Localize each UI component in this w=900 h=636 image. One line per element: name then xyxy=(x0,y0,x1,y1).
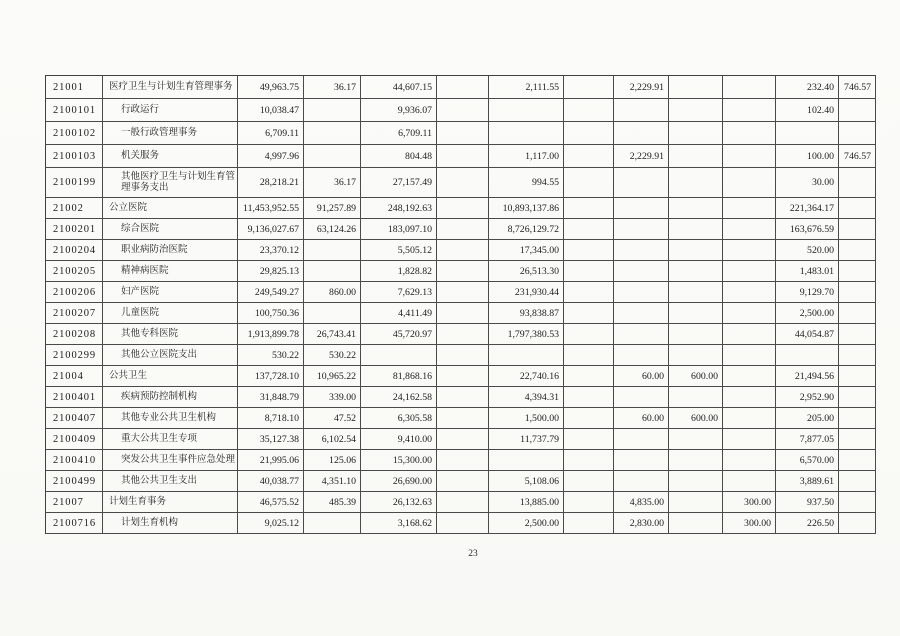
value-cell xyxy=(723,282,776,303)
value-cell xyxy=(614,219,669,240)
code-cell: 2100208 xyxy=(46,324,103,345)
value-cell xyxy=(839,492,876,513)
value-cell: 7,629.13 xyxy=(361,282,437,303)
value-cell: 3,168.62 xyxy=(361,513,437,534)
value-cell xyxy=(839,303,876,324)
value-cell xyxy=(437,366,489,387)
value-cell: 15,300.00 xyxy=(361,450,437,471)
value-cell: 994.55 xyxy=(489,168,564,198)
value-cell xyxy=(614,282,669,303)
value-cell xyxy=(614,261,669,282)
value-cell xyxy=(839,198,876,219)
name-cell: 疾病预防控制机构 xyxy=(103,387,238,408)
value-cell: 44,054.87 xyxy=(776,324,839,345)
value-cell: 860.00 xyxy=(304,282,361,303)
value-cell: 804.48 xyxy=(361,145,437,168)
code-cell: 2100201 xyxy=(46,219,103,240)
value-cell xyxy=(564,450,614,471)
value-cell xyxy=(669,261,723,282)
value-cell xyxy=(669,471,723,492)
value-cell xyxy=(437,219,489,240)
value-cell: 100,750.36 xyxy=(238,303,304,324)
value-cell xyxy=(723,429,776,450)
table-row xyxy=(46,345,876,366)
code-cell: 2100101 xyxy=(46,99,103,122)
value-cell: 300.00 xyxy=(723,492,776,513)
value-cell: 221,364.17 xyxy=(776,198,839,219)
value-cell: 60.00 xyxy=(614,408,669,429)
value-cell xyxy=(437,282,489,303)
value-cell xyxy=(564,282,614,303)
value-cell xyxy=(564,303,614,324)
value-cell xyxy=(839,513,876,534)
value-cell: 31,848.79 xyxy=(238,387,304,408)
value-cell xyxy=(614,429,669,450)
value-cell: 3,889.61 xyxy=(776,471,839,492)
value-cell xyxy=(437,345,489,366)
value-cell xyxy=(614,240,669,261)
value-cell: 205.00 xyxy=(776,408,839,429)
value-cell: 4,411.49 xyxy=(361,303,437,324)
value-cell xyxy=(669,492,723,513)
table-row xyxy=(46,99,876,122)
name-cell: 其他专科医院 xyxy=(103,324,238,345)
name-cell: 其他公立医院支出 xyxy=(103,345,238,366)
page-number: 23 xyxy=(468,549,478,559)
value-cell xyxy=(564,168,614,198)
value-cell xyxy=(564,492,614,513)
value-cell xyxy=(723,99,776,122)
code-cell: 21001 xyxy=(46,76,103,99)
value-cell: 1,117.00 xyxy=(489,145,564,168)
value-cell: 746.57 xyxy=(839,145,876,168)
value-cell: 5,505.12 xyxy=(361,240,437,261)
value-cell xyxy=(839,429,876,450)
value-cell xyxy=(437,429,489,450)
value-cell xyxy=(839,168,876,198)
value-cell xyxy=(723,76,776,99)
code-cell: 2100205 xyxy=(46,261,103,282)
value-cell: 24,162.58 xyxy=(361,387,437,408)
value-cell: 10,038.47 xyxy=(238,99,304,122)
value-cell xyxy=(669,429,723,450)
value-cell xyxy=(839,99,876,122)
value-cell: 8,718.10 xyxy=(238,408,304,429)
value-cell xyxy=(437,492,489,513)
value-cell: 125.06 xyxy=(304,450,361,471)
name-cell: 计划生育事务 xyxy=(103,492,238,513)
value-cell xyxy=(437,303,489,324)
value-cell xyxy=(564,99,614,122)
value-cell: 249,549.27 xyxy=(238,282,304,303)
table-row xyxy=(46,492,876,513)
value-cell xyxy=(723,450,776,471)
value-cell xyxy=(669,345,723,366)
value-cell xyxy=(361,345,437,366)
value-cell: 10,893,137.86 xyxy=(489,198,564,219)
table-row xyxy=(46,240,876,261)
value-cell: 4,351.10 xyxy=(304,471,361,492)
value-cell: 35,127.38 xyxy=(238,429,304,450)
value-cell xyxy=(839,324,876,345)
value-cell: 6,102.54 xyxy=(304,429,361,450)
code-cell: 21007 xyxy=(46,492,103,513)
value-cell: 339.00 xyxy=(304,387,361,408)
value-cell xyxy=(839,450,876,471)
value-cell: 2,229.91 xyxy=(614,145,669,168)
name-cell: 综合医院 xyxy=(103,219,238,240)
table-row xyxy=(46,450,876,471)
name-cell: 公共卫生 xyxy=(103,366,238,387)
value-cell: 13,885.00 xyxy=(489,492,564,513)
name-cell: 公立医院 xyxy=(103,198,238,219)
value-cell xyxy=(437,122,489,145)
value-cell xyxy=(304,240,361,261)
value-cell xyxy=(564,513,614,534)
table-row xyxy=(46,429,876,450)
value-cell: 40,038.77 xyxy=(238,471,304,492)
table-row xyxy=(46,408,876,429)
table-row xyxy=(46,282,876,303)
value-cell xyxy=(614,168,669,198)
value-cell: 5,108.06 xyxy=(489,471,564,492)
value-cell: 530.22 xyxy=(238,345,304,366)
value-cell: 6,570.00 xyxy=(776,450,839,471)
value-cell: 44,607.15 xyxy=(361,76,437,99)
value-cell: 30.00 xyxy=(776,168,839,198)
code-cell: 2100204 xyxy=(46,240,103,261)
value-cell: 91,257.89 xyxy=(304,198,361,219)
value-cell xyxy=(614,324,669,345)
value-cell xyxy=(614,387,669,408)
value-cell xyxy=(839,219,876,240)
value-cell: 9,129.70 xyxy=(776,282,839,303)
budget-table xyxy=(45,75,876,534)
value-cell xyxy=(614,122,669,145)
value-cell xyxy=(669,168,723,198)
value-cell xyxy=(669,450,723,471)
value-cell: 183,097.10 xyxy=(361,219,437,240)
value-cell xyxy=(437,261,489,282)
value-cell xyxy=(723,303,776,324)
table-row xyxy=(46,324,876,345)
value-cell xyxy=(437,76,489,99)
code-cell: 2100401 xyxy=(46,387,103,408)
value-cell xyxy=(304,99,361,122)
value-cell xyxy=(669,99,723,122)
value-cell xyxy=(669,387,723,408)
value-cell: 22,740.16 xyxy=(489,366,564,387)
value-cell xyxy=(723,324,776,345)
code-cell: 2100409 xyxy=(46,429,103,450)
value-cell: 937.50 xyxy=(776,492,839,513)
name-cell: 儿童医院 xyxy=(103,303,238,324)
value-cell: 102.40 xyxy=(776,99,839,122)
value-cell: 600.00 xyxy=(669,408,723,429)
value-cell: 21,494.56 xyxy=(776,366,839,387)
value-cell: 21,995.06 xyxy=(238,450,304,471)
value-cell xyxy=(304,303,361,324)
value-cell: 9,136,027.67 xyxy=(238,219,304,240)
name-cell: 一般行政管理事务 xyxy=(103,122,238,145)
name-cell: 医疗卫生与计划生育管理事务 xyxy=(103,76,238,99)
value-cell: 17,345.00 xyxy=(489,240,564,261)
code-cell: 2100407 xyxy=(46,408,103,429)
name-cell: 计划生育机构 xyxy=(103,513,238,534)
value-cell xyxy=(304,261,361,282)
value-cell xyxy=(437,471,489,492)
value-cell: 28,218.21 xyxy=(238,168,304,198)
value-cell xyxy=(723,261,776,282)
name-cell: 妇产医院 xyxy=(103,282,238,303)
value-cell: 11,737.79 xyxy=(489,429,564,450)
code-cell: 2100499 xyxy=(46,471,103,492)
value-cell: 36.17 xyxy=(304,76,361,99)
value-cell xyxy=(564,261,614,282)
table-row xyxy=(46,198,876,219)
code-cell: 2100207 xyxy=(46,303,103,324)
value-cell: 9,025.12 xyxy=(238,513,304,534)
value-cell: 26,513.30 xyxy=(489,261,564,282)
value-cell: 2,500.00 xyxy=(776,303,839,324)
value-cell xyxy=(839,366,876,387)
value-cell xyxy=(723,122,776,145)
table-row xyxy=(46,168,876,198)
code-cell: 2100716 xyxy=(46,513,103,534)
value-cell: 10,965.22 xyxy=(304,366,361,387)
value-cell xyxy=(437,450,489,471)
value-cell: 23,370.12 xyxy=(238,240,304,261)
value-cell: 26,132.63 xyxy=(361,492,437,513)
value-cell xyxy=(723,219,776,240)
value-cell xyxy=(614,471,669,492)
code-cell: 21004 xyxy=(46,366,103,387)
table-row xyxy=(46,261,876,282)
value-cell: 11,453,952.55 xyxy=(238,198,304,219)
value-cell xyxy=(564,145,614,168)
value-cell: 6,709.11 xyxy=(361,122,437,145)
value-cell xyxy=(304,513,361,534)
table-row xyxy=(46,513,876,534)
value-cell xyxy=(437,168,489,198)
value-cell xyxy=(776,122,839,145)
name-cell: 其他专业公共卫生机构 xyxy=(103,408,238,429)
value-cell xyxy=(669,282,723,303)
value-cell xyxy=(489,450,564,471)
value-cell xyxy=(723,471,776,492)
value-cell: 1,913,899.78 xyxy=(238,324,304,345)
value-cell xyxy=(723,168,776,198)
value-cell xyxy=(437,408,489,429)
value-cell: 1,483.01 xyxy=(776,261,839,282)
value-cell xyxy=(614,303,669,324)
value-cell: 100.00 xyxy=(776,145,839,168)
value-cell xyxy=(723,345,776,366)
value-cell: 530.22 xyxy=(304,345,361,366)
value-cell xyxy=(564,76,614,99)
name-cell: 重大公共卫生专项 xyxy=(103,429,238,450)
value-cell xyxy=(839,408,876,429)
value-cell xyxy=(489,345,564,366)
value-cell xyxy=(669,324,723,345)
value-cell xyxy=(614,99,669,122)
value-cell: 4,997.96 xyxy=(238,145,304,168)
value-cell: 26,743.41 xyxy=(304,324,361,345)
name-cell: 行政运行 xyxy=(103,99,238,122)
value-cell xyxy=(437,387,489,408)
value-cell: 2,830.00 xyxy=(614,513,669,534)
value-cell xyxy=(437,145,489,168)
value-cell: 248,192.63 xyxy=(361,198,437,219)
value-cell xyxy=(437,198,489,219)
table-row xyxy=(46,122,876,145)
value-cell: 226.50 xyxy=(776,513,839,534)
value-cell xyxy=(564,366,614,387)
name-cell: 其他公共卫生支出 xyxy=(103,471,238,492)
value-cell xyxy=(839,345,876,366)
value-cell xyxy=(839,282,876,303)
value-cell: 231,930.44 xyxy=(489,282,564,303)
value-cell: 27,157.49 xyxy=(361,168,437,198)
value-cell: 4,394.31 xyxy=(489,387,564,408)
value-cell: 600.00 xyxy=(669,366,723,387)
name-cell: 突发公共卫生事件应急处理 xyxy=(103,450,238,471)
value-cell: 81,868.16 xyxy=(361,366,437,387)
value-cell xyxy=(669,219,723,240)
value-cell: 1,500.00 xyxy=(489,408,564,429)
value-cell xyxy=(723,387,776,408)
value-cell xyxy=(489,122,564,145)
value-cell: 232.40 xyxy=(776,76,839,99)
value-cell: 46,575.52 xyxy=(238,492,304,513)
value-cell: 485.39 xyxy=(304,492,361,513)
value-cell xyxy=(564,219,614,240)
table-row xyxy=(46,219,876,240)
table-row xyxy=(46,76,876,99)
code-cell: 2100206 xyxy=(46,282,103,303)
value-cell xyxy=(564,345,614,366)
value-cell xyxy=(564,324,614,345)
value-cell xyxy=(723,198,776,219)
table-row xyxy=(46,471,876,492)
value-cell: 746.57 xyxy=(839,76,876,99)
code-cell: 2100410 xyxy=(46,450,103,471)
value-cell xyxy=(614,345,669,366)
code-cell: 2100102 xyxy=(46,122,103,145)
value-cell xyxy=(437,240,489,261)
value-cell xyxy=(723,366,776,387)
value-cell xyxy=(669,76,723,99)
value-cell: 6,709.11 xyxy=(238,122,304,145)
code-cell: 2100199 xyxy=(46,168,103,198)
table-row xyxy=(46,387,876,408)
value-cell xyxy=(304,145,361,168)
value-cell xyxy=(839,261,876,282)
value-cell: 9,410.00 xyxy=(361,429,437,450)
value-cell: 137,728.10 xyxy=(238,366,304,387)
value-cell: 2,229.91 xyxy=(614,76,669,99)
value-cell xyxy=(669,303,723,324)
value-cell: 63,124.26 xyxy=(304,219,361,240)
value-cell xyxy=(669,513,723,534)
value-cell: 6,305.58 xyxy=(361,408,437,429)
value-cell xyxy=(437,324,489,345)
name-cell: 其他医疗卫生与计划生育管理事务支出 xyxy=(103,168,238,198)
table-row xyxy=(46,303,876,324)
code-cell: 21002 xyxy=(46,198,103,219)
value-cell xyxy=(614,198,669,219)
value-cell xyxy=(669,122,723,145)
value-cell: 60.00 xyxy=(614,366,669,387)
value-cell: 45,720.97 xyxy=(361,324,437,345)
value-cell: 7,877.05 xyxy=(776,429,839,450)
value-cell: 520.00 xyxy=(776,240,839,261)
name-cell: 精神病医院 xyxy=(103,261,238,282)
value-cell xyxy=(723,408,776,429)
value-cell: 2,111.55 xyxy=(489,76,564,99)
value-cell xyxy=(839,471,876,492)
value-cell: 93,838.87 xyxy=(489,303,564,324)
table-row xyxy=(46,145,876,168)
value-cell: 4,835.00 xyxy=(614,492,669,513)
value-cell: 2,952.90 xyxy=(776,387,839,408)
value-cell xyxy=(564,429,614,450)
name-cell: 职业病防治医院 xyxy=(103,240,238,261)
value-cell: 2,500.00 xyxy=(489,513,564,534)
value-cell xyxy=(437,99,489,122)
value-cell xyxy=(669,240,723,261)
value-cell xyxy=(304,122,361,145)
value-cell xyxy=(564,122,614,145)
value-cell: 26,690.00 xyxy=(361,471,437,492)
value-cell: 49,963.75 xyxy=(238,76,304,99)
value-cell xyxy=(723,145,776,168)
value-cell xyxy=(564,471,614,492)
table-row xyxy=(46,366,876,387)
name-cell: 机关服务 xyxy=(103,145,238,168)
value-cell xyxy=(669,198,723,219)
value-cell: 1,828.82 xyxy=(361,261,437,282)
value-cell xyxy=(564,408,614,429)
value-cell xyxy=(564,198,614,219)
value-cell: 163,676.59 xyxy=(776,219,839,240)
value-cell xyxy=(669,145,723,168)
value-cell xyxy=(489,99,564,122)
value-cell xyxy=(614,450,669,471)
value-cell xyxy=(839,387,876,408)
value-cell: 36.17 xyxy=(304,168,361,198)
value-cell: 300.00 xyxy=(723,513,776,534)
value-cell: 1,797,380.53 xyxy=(489,324,564,345)
code-cell: 2100103 xyxy=(46,145,103,168)
value-cell xyxy=(723,240,776,261)
value-cell: 29,825.13 xyxy=(238,261,304,282)
value-cell xyxy=(839,240,876,261)
code-cell: 2100299 xyxy=(46,345,103,366)
value-cell xyxy=(564,387,614,408)
value-cell xyxy=(564,240,614,261)
value-cell: 8,726,129.72 xyxy=(489,219,564,240)
value-cell xyxy=(437,513,489,534)
value-cell: 47.52 xyxy=(304,408,361,429)
value-cell: 9,936.07 xyxy=(361,99,437,122)
value-cell xyxy=(776,345,839,366)
value-cell xyxy=(839,122,876,145)
